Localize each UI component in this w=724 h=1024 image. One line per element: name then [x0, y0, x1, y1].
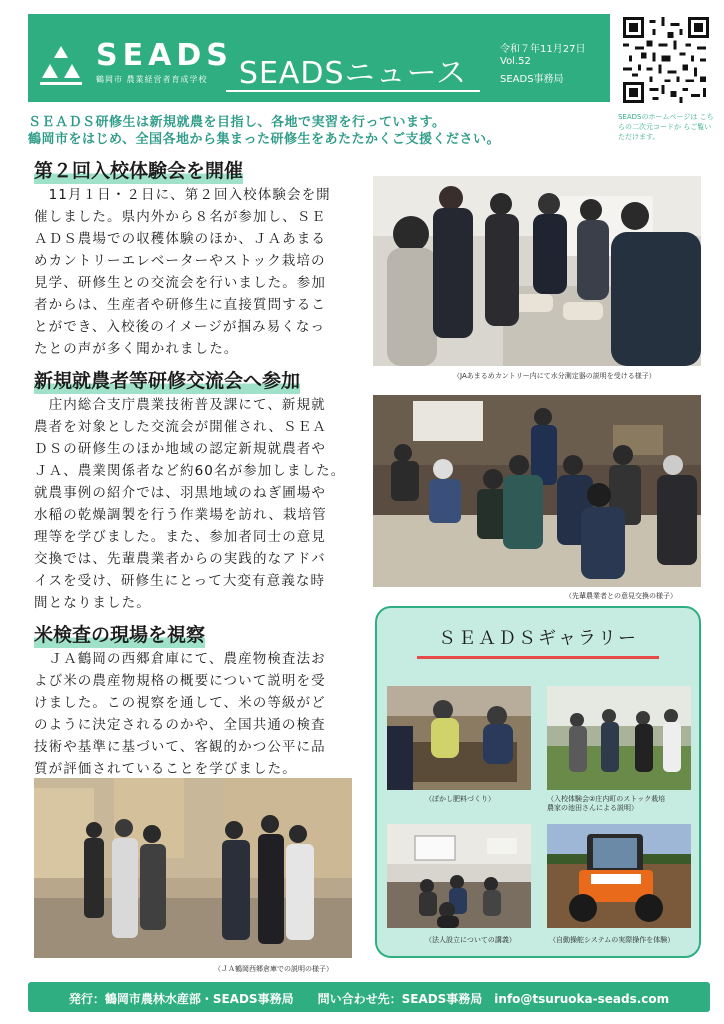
gallery-photo-lecture: [387, 824, 531, 928]
gallery-caption-1: （ぼかし肥料づくり）: [425, 795, 495, 803]
gallery-caption-2b: 農家の池田さんによる説明）: [547, 804, 638, 812]
body-line: ＤＳの研修生のほか地域の認定新規就農者や: [34, 441, 326, 457]
body-line: 間となりました。: [34, 595, 151, 611]
body-line: 就農事例の紹介では、羽黒地域のねぎ圃場や: [34, 485, 326, 501]
section-3-title: 米検査の現場を視察: [34, 620, 205, 648]
intro-text: [28, 114, 618, 148]
newsletter-title-box: [226, 40, 480, 92]
photo-entrance-experience: [373, 176, 701, 366]
body-line: ＪＡ、農業関係者など約60名が参加しました。: [34, 463, 346, 479]
intro-line-2: 鶴岡市をはじめ、全国各地から集まった研修生をあたたかくご支援ください。: [28, 132, 500, 147]
body-line: 庄内総合支庁農業技術普及課にて、新規就: [34, 397, 326, 413]
qr-code-icon[interactable]: [622, 17, 710, 103]
body-line: 技術や基準に基づいて、客観的かつ公平に品: [34, 739, 326, 755]
body-line: けました。この視察を通して、米の等級がど: [34, 695, 326, 711]
section-2-body: [34, 394, 360, 614]
body-line: 見学、研修生との交流会を行いました。参加: [34, 275, 326, 291]
body-line: ＡＤＳ農場での収穫体験のほか、ＪＡあまる: [34, 231, 326, 247]
body-line: 交換では、先輩農業者からの実践的なアドバ: [34, 551, 326, 567]
body-line: 11月１日・２日に、第２回入校体験会を開: [34, 187, 331, 203]
gallery-caption-4: （自動操舵システムの実際操作を体験）: [549, 936, 675, 944]
body-line: 農者を対象とした交流会が開催され、ＳＥＡ: [34, 419, 327, 435]
footer-text: 発行：鶴岡市農林水産部・SEADS事務局 問い合わせ先：SEADS事務局 info@tsuruoka-seads.com: [68, 992, 670, 1006]
gallery-panel: [375, 606, 701, 958]
seads-logo-icon: [38, 44, 84, 88]
body-line: 催しました。県内外から８名が参加し、ＳＥ: [34, 209, 326, 225]
body-line: ＪＡ鶴岡の西郷倉庫にて、農産物検査法お: [34, 651, 326, 667]
issue-volume: Vol.52: [500, 56, 531, 67]
intro-line-1: ＳＥＡＤＳ研修生は新規就農を目指し、各地で実習を行っています。: [28, 115, 446, 130]
photo-caption-3: （ＪＡ鶴岡西郷倉庫での説明の様子）: [214, 965, 333, 973]
photo-caption-1: （JAあまるめカントリー内にて水分測定器の説明を受ける様子）: [453, 372, 656, 380]
gallery-photo-autosteer-tractor: [547, 824, 691, 928]
gallery-caption-3: （法人設立についての講義）: [425, 936, 516, 944]
gallery-title: ＳＥＡＤＳギャラリー: [438, 628, 638, 649]
body-line: たとの声が多く聞かれました。: [34, 341, 239, 357]
body-line: めカントリーエレベーターやストック栽培の: [34, 253, 326, 269]
section-1-body: [34, 184, 358, 360]
section-2-title: 新規就農者等研修交流会へ参加: [34, 366, 300, 394]
body-line: 水稲の乾燥調製を行う作業場を訪れ、栽培管: [34, 507, 327, 523]
body-line: イスを受け、研修生にとって大変有意義な時: [34, 573, 326, 589]
body-line: のように決定されるのかや、全国共通の検査: [34, 717, 326, 733]
body-line: とができ、入校後のイメージが掴み易くなっ: [34, 319, 326, 335]
qr-note: SEADSのホームページは こちらの二次元コードか らご覧いただけます。: [618, 113, 714, 141]
section-3-body: [34, 648, 360, 780]
gallery-caption-2a: （入校体験会②庄内町のストック栽培: [547, 795, 666, 803]
photo-exchange-meeting: [373, 395, 701, 587]
gallery-title-underline: [417, 656, 659, 659]
section-1-title: 第２回入校体験会を開催: [34, 156, 243, 184]
body-line: 者からは、生産者や研修生に直接質問するこ: [34, 297, 326, 313]
body-line: 質が評価されていることを学びました。: [34, 761, 297, 777]
photo-caption-2: （先輩農業者との意見交換の様子）: [565, 592, 677, 600]
body-line: よび米の農産物規格の概要について説明を受: [34, 673, 326, 689]
body-line: 理等を学びました。また、参加者同士の意見: [34, 529, 326, 545]
header-banner: [28, 14, 610, 102]
logo-subtitle: 鶴岡市 農業経営者育成学校: [96, 75, 208, 84]
issue-date: 令和７年11月27日: [500, 44, 586, 55]
footer-bar: [28, 982, 710, 1012]
logo-wordmark: SEADS: [96, 38, 233, 73]
gallery-photo-stock-cultivation: [547, 686, 691, 790]
newsletter-title: SEADSニュース: [238, 56, 468, 91]
photo-rice-inspection: [34, 778, 352, 958]
issue-office: SEADS事務局: [500, 74, 564, 85]
gallery-photo-bokashi: [387, 686, 531, 790]
